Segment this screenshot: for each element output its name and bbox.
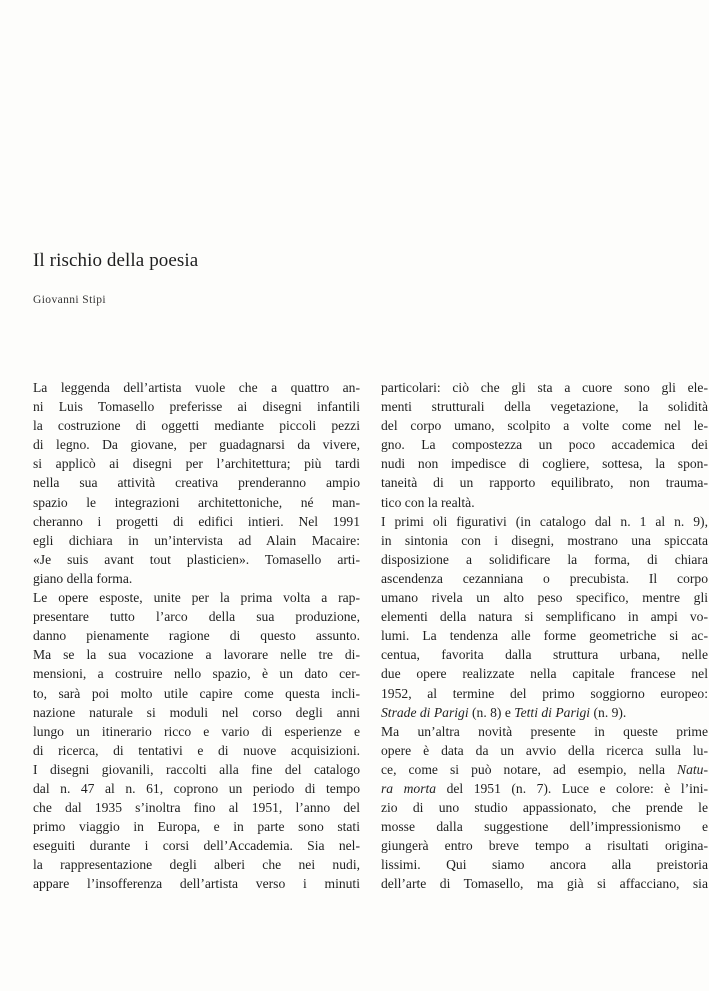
text-line: I disegni giovanili, raccolti alla fine del catalogo [33, 761, 360, 777]
text-line: di ricerca, di tentativi e di nuove acquisizioni. [33, 742, 360, 758]
text-line: ascendenza cezanniana o precubista. Il corpo [381, 570, 708, 586]
text-line: menti strutturali della vegetazione, la solidità [381, 399, 708, 415]
text-line: 1952, al termine del primo soggiorno europeo: [381, 685, 708, 701]
text-line: elementi della natura si semplificano in ampi vo- [381, 609, 708, 625]
text-line: gno. La compostezza un poco accademica dei [381, 437, 708, 453]
artwork-title: Tetti di Parigi [514, 704, 591, 720]
text-line: danno pienamente ragione di questo assunto. [33, 628, 360, 644]
text-line: zio di uno studio appassionato, che prende le [381, 800, 708, 816]
text-line: dell’arte di Tomasello, ma già si affacciano, sia [381, 876, 708, 892]
artwork-title: Strade di Parigi [381, 704, 469, 720]
text-line: di legno. Da giovane, per guadagnarsi da vivere, [33, 437, 360, 453]
right-column [381, 378, 708, 894]
text-line: umano rivela un alto peso specifico, mentre gli [381, 590, 708, 606]
text-line: lissimi. Qui siamo ancora alla preistoria [381, 857, 708, 873]
text-line: lungo un itinerario ricco e vario di esperienze e [33, 723, 360, 739]
text-line: I primi oli figurativi (in catalogo dal n. 1 al n. 9), [381, 513, 708, 529]
text-line: tico con la realtà. [381, 494, 475, 510]
text-line: appare l’insofferenza dell’artista verso i minuti [33, 876, 360, 892]
text-line: giungerà entro breve tempo a risultati origina- [381, 838, 708, 854]
text-line: primo viaggio in Europa, e in parte sono stati [33, 819, 360, 835]
text-line: dal n. 47 al n. 61, coprono un periodo di tempo [33, 780, 360, 796]
text-line: egli dichiara in un’intervista ad Alain Macaire: [33, 532, 360, 548]
text-line: Le opere esposte, unite per la prima volta a rap- [33, 590, 360, 606]
text-fragment: del 1951 (n. 7). Luce e colore: è l’ini- [436, 780, 708, 796]
artwork-title: Natu- [677, 761, 708, 777]
text-line: eseguiti durante i corsi dell’Accademia. Sia nel- [33, 838, 360, 854]
text-line: nella sua attività creativa prenderanno ampio [33, 475, 360, 491]
text-line: lumi. La tendenza alle forme geometriche si ac- [381, 628, 708, 644]
text-line: Ma se la sua vocazione a lavorare nelle tre di- [33, 647, 360, 663]
text-line: la costruzione di oggetti mediante piccoli pezzi [33, 418, 360, 434]
left-column [33, 378, 360, 894]
text-line: to, sarà poi molto utile capire come questa incli- [33, 685, 360, 701]
text-line: in sintonia con i disegni, mostrano una spiccata [381, 532, 708, 548]
text-line: la rappresentazione degli alberi che nei nudi, [33, 857, 360, 873]
text-line: due opere realizzate nella capitale francese nel [381, 666, 708, 682]
text-line: giano della forma. [33, 570, 133, 586]
text-line: «Je suis avant tout plasticien». Tomasello arti- [33, 551, 360, 567]
text-line: nudi non impedisce di cogliere, sottesa, la spon- [381, 456, 708, 472]
text-line: centua, favorita dalla struttura urbana, nelle [381, 647, 708, 663]
text-line: mosse dalla suggestione dell’impressionismo e [381, 819, 708, 835]
text-line: del corpo umano, scolpito a volte come nel le- [381, 418, 708, 434]
text-line: opere è data da un avvio della ricerca sulla lu- [381, 742, 708, 758]
artwork-title: ra morta [381, 780, 437, 796]
text-line: si applicò ai disegni per l’architettura; più tardi [33, 456, 360, 472]
article-author: Giovanni Stipi [33, 294, 107, 306]
text-line: che dal 1935 s’inoltra fino al 1951, l’anno del [33, 800, 360, 816]
text-line-with-italics [381, 760, 708, 779]
catalog-ref: (n. 9). [590, 704, 627, 720]
text-fragment: ce, come si può notare, ad esempio, nella [381, 761, 678, 777]
text-line: cheranno i progetti di edifici intieri. Nel 1991 [33, 513, 360, 529]
text-line: presentare tutto l’arco della sua produzione, [33, 609, 360, 625]
text-line: disposizione a solidificare la forma, di chiara [381, 551, 708, 567]
text-line: taneità di un rapporto equilibrato, non trauma- [381, 475, 708, 491]
text-line: spazio le integrazioni architettoniche, né man- [33, 494, 360, 510]
text-line: La leggenda dell’artista vuole che a quattro an- [33, 380, 360, 395]
text-line-with-italics [381, 779, 708, 798]
text-line-with-italics [381, 703, 708, 722]
article-title: Il rischio della poesia [33, 250, 199, 271]
text-line: mensioni, a costruire nello spazio, è un dato cer- [33, 666, 360, 682]
text-line: particolari: ciò che gli sta a cuore sono gli ele- [381, 380, 708, 395]
catalog-ref: (n. 8) e [468, 704, 515, 720]
text-line: Ma un’altra novità presente in queste prime [381, 723, 708, 739]
text-line: ni Luis Tomasello preferisse ai disegni infantili [33, 399, 360, 415]
text-line: nazione naturale si moduli nel corso degli anni [33, 704, 360, 720]
